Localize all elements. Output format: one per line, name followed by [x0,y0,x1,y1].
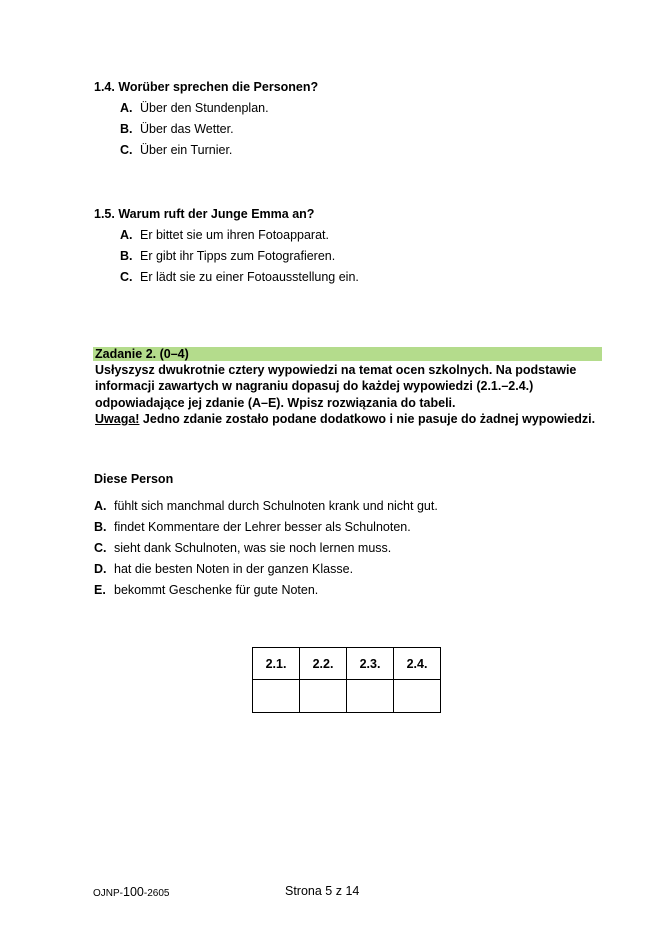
option-letter: B. [120,122,133,136]
task2-option-e [94,583,318,597]
answer-cell-2-2[interactable] [300,680,347,713]
answer-header-2-4: 2.4. [394,648,441,680]
answer-cell-2-4[interactable] [394,680,441,713]
task-2-instruction [95,362,605,427]
option-letter: C. [120,270,133,284]
uwaga-text: Jedno zdanie zostało podane dodatkowo i nie pasuje do żadnej wypowiedzi. [139,411,596,426]
exam-code [93,885,169,899]
instruction-line: odpowiadające jej zdanie (A–E). Wpisz rozwiązania do tabeli. [95,395,456,410]
option-text: sieht dank Schulnoten, was sie noch lernen muss. [114,541,392,555]
option-text: Er gibt ihr Tipps zum Fotografieren. [140,249,336,263]
exam-code-mid: 100 [123,885,144,899]
answer-header-2-1: 2.1. [253,648,300,680]
q14-option-c [120,143,232,157]
answer-table-header-row [253,648,441,680]
option-letter: C. [94,541,107,555]
answer-header-2-2: 2.2. [300,648,347,680]
option-text: hat die besten Noten in der ganzen Klasse. [114,562,354,576]
q15-option-a [120,228,329,242]
option-text: Er bittet sie um ihren Fotoapparat. [140,228,329,242]
task-2-lead: Diese Person [94,472,174,486]
option-letter: A. [120,228,133,242]
q14-option-a [120,101,269,115]
option-text: bekommt Geschenke für gute Noten. [114,583,319,597]
answer-table-input-row [253,680,441,713]
q14-option-b [120,122,234,136]
option-text: Er lädt sie zu einer Fotoausstellung ein. [140,270,359,284]
option-letter: A. [120,101,133,115]
option-letter: B. [94,520,107,534]
option-letter: A. [94,499,107,513]
uwaga-label: Uwaga! [95,411,140,426]
option-text: Über den Stundenplan. [140,101,269,115]
task-2-header: Zadanie 2. (0–4) [93,347,602,361]
option-letter: D. [94,562,107,576]
option-text: findet Kommentare der Lehrer besser als Schulnoten. [114,520,411,534]
question-1-4-title: 1.4. Worüber sprechen die Personen? [94,80,319,94]
option-text: Über das Wetter. [140,122,234,136]
uwaga-line [95,411,605,427]
answer-header-2-3: 2.3. [347,648,394,680]
exam-code-prefix: OJNP- [93,888,123,899]
task2-option-a [94,499,438,513]
answer-cell-2-1[interactable] [253,680,300,713]
option-letter: C. [120,143,133,157]
option-text: Über ein Turnier. [140,143,233,157]
instruction-line: Usłyszysz dwukrotnie cztery wypowiedzi na temat ocen szkolnych. Na podstawie [95,363,577,377]
answer-cell-2-3[interactable] [347,680,394,713]
option-letter: E. [94,583,106,597]
instruction-line: informacji zawartych w nagraniu dopasuj do każdej wypowiedzi (2.1.–2.4.) [95,379,534,394]
q15-option-c [120,270,359,284]
task2-option-c [94,541,391,555]
option-letter: B. [120,249,133,263]
question-1-5-title: 1.5. Warum ruft der Junge Emma an? [94,207,315,221]
answer-table [252,647,441,713]
task2-option-d [94,562,353,576]
exam-code-suffix: -2605 [143,888,170,899]
task2-option-b [94,520,411,534]
page-number: Strona 5 z 14 [285,884,360,898]
q15-option-b [120,249,335,263]
option-text: fühlt sich manchmal durch Schulnoten krank und nicht gut. [114,499,438,513]
